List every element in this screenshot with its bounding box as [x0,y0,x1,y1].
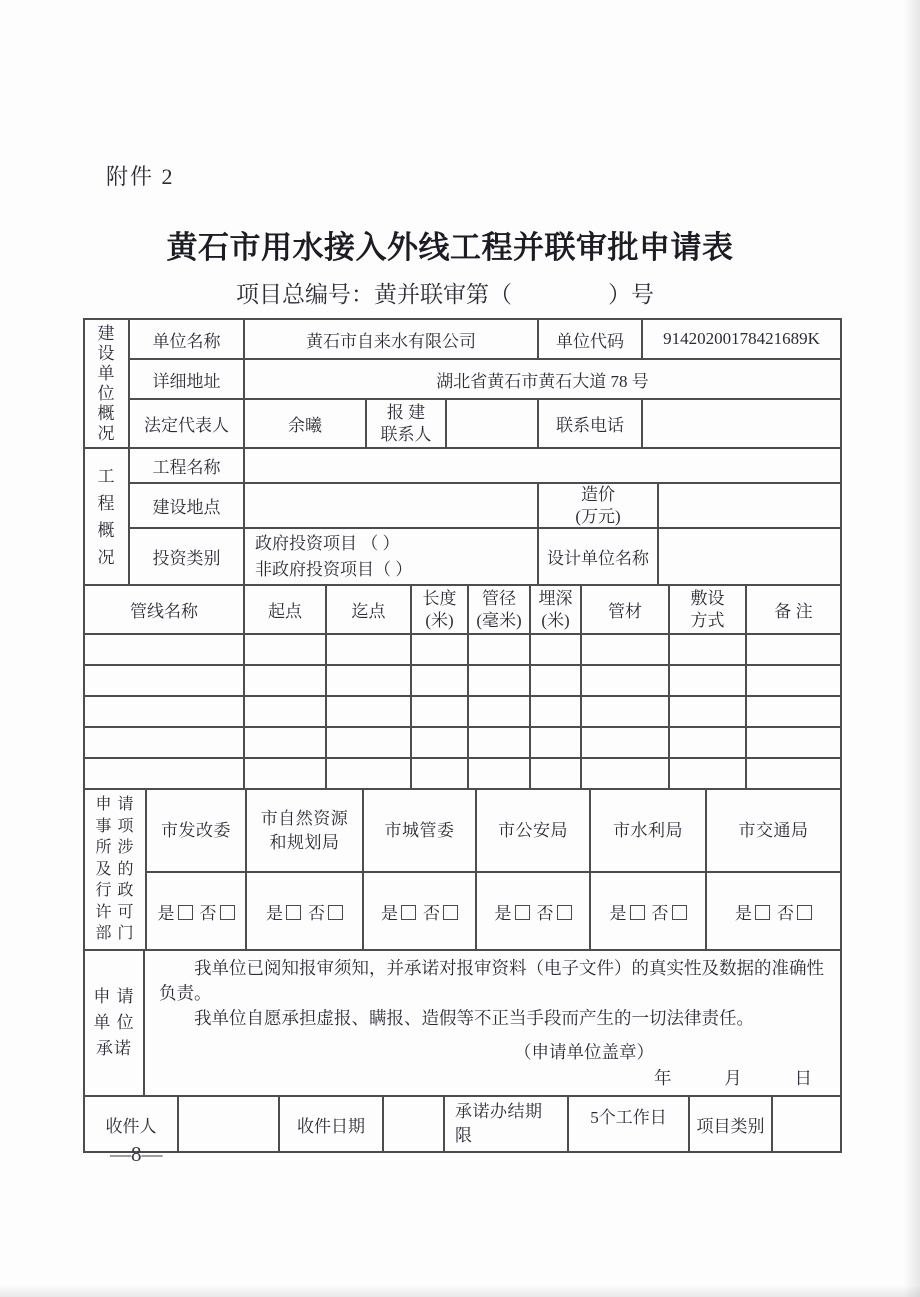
receipt-section [83,1095,842,1153]
project-section-vertical-label: 工 程 概 况 [84,448,129,585]
pipeline-empty-row [84,727,841,758]
investment-option-non-government: 非政府投资项目（ ） [255,559,413,579]
no-checkbox [557,905,572,920]
col-header-diameter: 管径 (毫米) [468,585,530,634]
pipeline-empty-row [84,696,841,727]
document-title: 黄石市用水接入外线工程并联审批申请表 [166,230,734,266]
phone-label: 联系电话 [538,399,642,448]
pipeline-empty-row [84,634,841,665]
departments-vertical-label: 申 请 事 项 所 涉 及 的 行 政 许 可 部 门 [84,789,146,950]
application-form-table [83,318,840,1153]
deadline-value: 5个工作日 [568,1096,689,1152]
unit-name-label: 单位名称 [129,319,244,359]
commitment-text [144,950,841,1096]
no-checkbox [328,905,343,920]
contact-person-value [446,399,538,448]
col-header-material: 管材 [581,585,669,634]
dept-name-fagaiwei: 市发改委 [146,789,246,872]
col-header-pipeline-name: 管线名称 [84,585,244,634]
day-label: 日 [794,1068,812,1088]
designer-label: 设计单位名称 [538,528,658,585]
receive-date-label: 收件日期 [279,1096,383,1152]
yes-checkbox [755,905,770,920]
stamp-note: （申请单位盖章） [514,1042,654,1062]
designer-value [658,528,841,585]
cost-value [658,483,841,528]
pipeline-empty-row [84,758,841,789]
dept-yesno-ziranziyuan: 是 否 [246,872,363,950]
dept-yesno-chengguanwei: 是 否 [363,872,476,950]
dept-yesno-gonganju: 是 否 [476,872,590,950]
cost-label: 造价 (万元) [538,483,658,528]
receiver-value [178,1096,279,1152]
yes-checkbox [630,905,645,920]
receive-date-value [383,1096,444,1152]
project-number-suffix: ）号 [608,282,654,307]
owner-info-section [83,318,842,449]
investment-option-government: 政府投资项目 （ ） [255,534,400,553]
scan-edge-artifact [904,0,920,1297]
yes-checkbox [401,905,416,920]
attachment-label: 附件 2 [106,164,175,189]
project-number-line [0,276,890,309]
investment-type-options [244,528,538,585]
legal-rep-value: 余曦 [244,399,366,448]
location-value [244,483,538,528]
investment-type-label: 投资类别 [129,528,244,585]
page-number: —8— [110,1142,163,1166]
phone-value [642,399,841,448]
location-label: 建设地点 [129,483,244,528]
yes-checkbox [515,905,530,920]
no-checkbox [672,905,687,920]
no-checkbox [443,905,458,920]
category-value [772,1096,841,1152]
dept-name-chengguanwei: 市城管委 [363,789,476,872]
receiver-label: 收件人 [84,1096,178,1152]
yes-checkbox [178,905,193,920]
commitment-vertical-label: 申 请 单 位 承诺 [84,950,144,1096]
col-header-end-point: 迄点 [326,585,411,634]
col-header-laying-method: 敷设 方式 [669,585,746,634]
owner-section-vertical-label: 建 设 单 位 概 况 [84,319,129,448]
commitment-section [83,949,842,1097]
year-label: 年 [654,1068,672,1088]
address-value: 湖北省黄石市黄石大道 78 号 [244,359,841,399]
dept-yesno-fagaiwei: 是 否 [146,872,246,950]
scan-edge-artifact [0,1285,920,1297]
unit-code-value: 91420200178421689K [642,319,841,359]
col-header-start-point: 起点 [244,585,326,634]
month-label: 月 [724,1068,742,1088]
category-label: 项目类别 [689,1096,772,1152]
no-checkbox [220,905,235,920]
signature-date-line [654,1066,812,1091]
commitment-paragraph-2: 我单位自愿承担虚报、瞒报、造假等不正当手段而产生的一切法律责任。 [194,1008,754,1028]
departments-section [83,788,842,951]
dept-yesno-jiaotongju: 是 否 [706,872,841,950]
dept-name-ziranziyuan: 市自然资源和规划局 [246,789,363,872]
pipeline-empty-row [84,665,841,696]
col-header-depth: 埋深 (米) [530,585,581,634]
address-label: 详细地址 [129,359,244,399]
col-header-length: 长度 (米) [411,585,468,634]
project-name-value [244,448,841,483]
yes-checkbox [286,905,301,920]
col-header-remarks: 备 注 [746,585,841,634]
dept-name-shuiliju: 市水利局 [590,789,706,872]
contact-person-label: 报 建 联系人 [366,399,446,448]
project-info-section [83,447,842,586]
commitment-paragraph-1: 我单位已阅知报审须知，并承诺对报审资料（电子文件）的真实性及数据的准确性负责。 [159,958,824,1003]
unit-name-value: 黄石市自来水有限公司 [244,319,538,359]
deadline-label: 承诺办结期限 [444,1096,568,1152]
project-number-prefix: 项目总编号：黄并联审第（ [236,282,512,307]
dept-name-jiaotongju: 市交通局 [706,789,841,872]
dept-yesno-shuiliju: 是 否 [590,872,706,950]
dept-name-gonganju: 市公安局 [476,789,590,872]
project-name-label: 工程名称 [129,448,244,483]
legal-rep-label: 法定代表人 [129,399,244,448]
unit-code-label: 单位代码 [538,319,642,359]
no-checkbox [797,905,812,920]
pipeline-section [83,584,842,790]
